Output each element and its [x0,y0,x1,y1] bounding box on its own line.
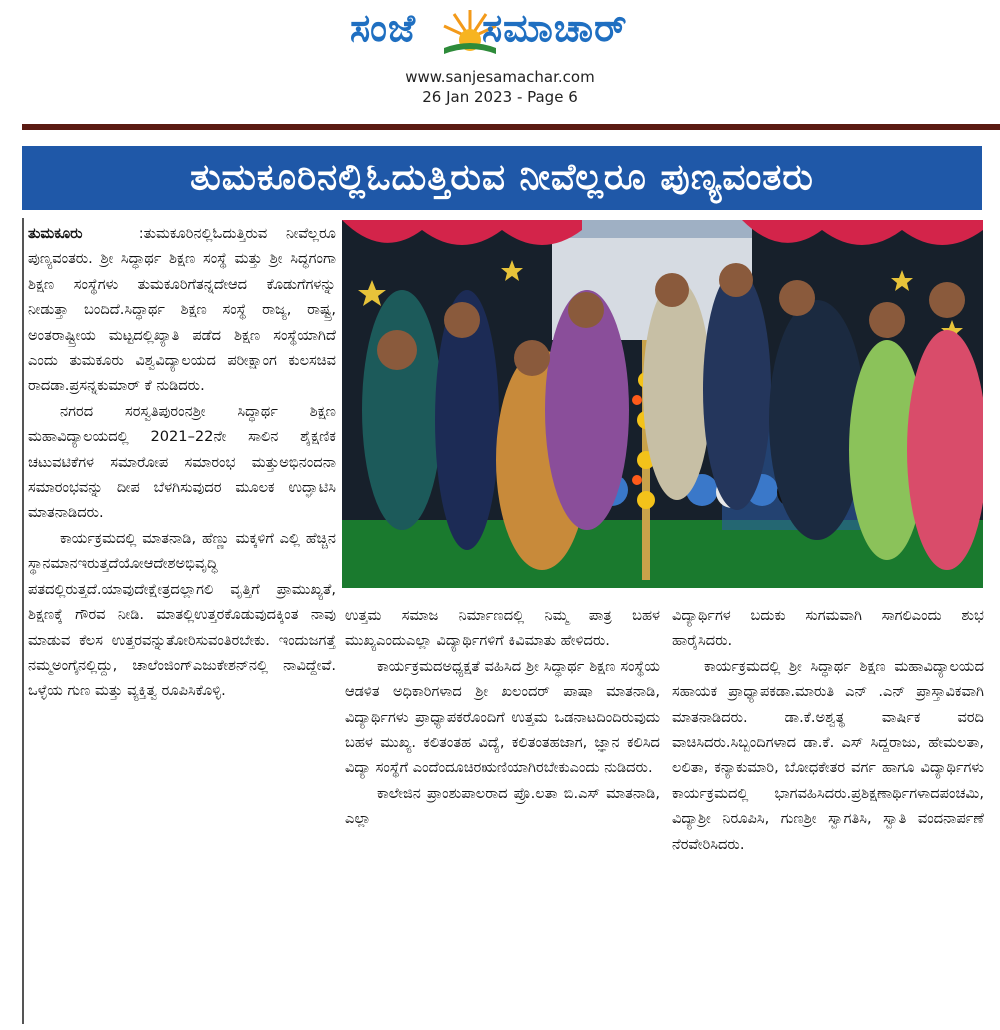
paragraph-text: :ತುಮಕೂರಿನಲ್ಲಿಓದುತ್ತಿರುವ ನೀವೆಲ್ಲರೂ ಪುಣ್ಯವಂತರು. ಶ್ರೀ ಸಿದ್ಧಾರ್ಥ ಶಿಕ್ಷಣ ಸಂಸ್ಥೆ ಮತ್ತು ಶ್ರೀ ಸಿದ್ಧಗಂಗಾ ಶಿಕ್ಷಣ ಸಂಸ್ಥೆಗಳು ತುಮಕೂರಿಗೆತನ್ನದೇಆದ ಕೊಡುಗೆಗಳನ್ನು ನೀಡುತ್ತಾ ಬಂದಿದೆ.ಸಿದ್ಧಾರ್ಥ ಶಿಕ್ಷಣ ಸಂಸ್ಥೆ ರಾಜ್ಯ, ರಾಷ್ಟ್ರ, ಅಂತರಾಷ್ಟ್ರೀಯ ಮಟ್ಟದಲ್ಲಿಖ್ಯಾತಿ ಪಡೆದ ಶಿಕ್ಷಣ ಸಂಸ್ಥೆಯಾಗಿದೆ ಎಂದು ತುಮಕೂರು ವಿಶ್ವವಿದ್ಯಾಲಯದ ಪರೀಕ್ಷಾಂಗ ಕುಲಸಚಿವ ರಾದಡಾ.ಪ್ರಸನ್ನಕುಮಾರ್ ಕೆ ನುಡಿದರು. [28,225,336,395]
article-paragraph: ಕಾರ್ಯಕ್ರಮದಅಧ್ಯಕ್ಷತೆ ವಹಿಸಿದ ಶ್ರೀ ಸಿದ್ಧಾರ್ಥ ಶಿಕ್ಷಣ ಸಂಸ್ಥೆಯ ಆಡಳಿತ ಅಧಿಕಾರಿಗಳಾದ ಶ್ರೀ ಖಲಂದರ್ ಪಾಷಾ ಮಾತನಾಡಿ, ವಿದ್ಯಾರ್ಥಿಗಳು ಪ್ರಾಧ್ಯಾಪಕರೊಂದಿಗೆ ಉತ್ತಮ ಒಡನಾಟದಿಂದಿರುವುದು ಬಹಳ ಮುಖ್ಯ. ಕಲಿತಂತಹ ವಿದ್ಯೆ, ಕಲಿತಂತಹಜಾಗ, ಜ್ಞಾನ ಕಲಿಸಿದ ವಿದ್ಯಾ ಸಂಸ್ಥೆಗೆ ಎಂದೆಂದೂಚಿರಋಣಿಯಾಗಿರಬೇಕುಎಂದು ನುಡಿದರು. [345,657,660,777]
article-left-border [22,218,24,1024]
article-headline: ತುಮಕೂರಿನಲ್ಲಿಓದುತ್ತಿರುವ ನೀವೆಲ್ಲರೂ ಪುಣ್ಯವಂತರು [22,146,982,210]
event-photo [342,220,983,588]
article-paragraph: ಕಾರ್ಯಕ್ರಮದಲ್ಲಿ ಮಾತನಾಡಿ, ಹೆಣ್ಣು ಮಕ್ಕಳಿಗೆ ಎಲ್ಲಿ ಹೆಚ್ಚಿನ ಸ್ಥಾನಮಾನಇರುತ್ತದೆಯೋಆದೇಶಅಭಿವೃದ್ಧಿ ಪತದಲ್ಲಿರುತ್ತದೆ.ಯಾವುದೇಕ್ಷೇತ್ರದಲ್ಲಾಗಲಿ ವೃತ್ತಿಗೆ ಪ್ರಾಮುಖ್ಯತೆ, ಶಿಕ್ಷಣಕ್ಕೆ ಗೌರವ ನೀಡಿ. ಮಾತಲ್ಲಿಉತ್ತರಕೊಡುವುದಕ್ಕಿಂತ ನಾವು ಮಾಡುವ ಕೆಲಸ ಉತ್ತರವನ್ನುತೋರಿಸುವಂತಿರಬೇಕು. ಇಂದುಜಗತ್ತೆ ನಮ್ಮಅಂಗೈನಲ್ಲಿದ್ದು, ಚಾಲೆಂಜಿಂಗ್ಎಜುಕೇಶನ್‌ನಲ್ಲಿ ನಾವಿದ್ದೇವೆ. ಒಳ್ಳೆಯ ಗುಣ ಮತ್ತು ವ್ಯಕ್ತಿತ್ವ ರೂಪಿಸಿಕೊಳ್ಳಿ. [28,529,336,700]
article-dateline: ತುಮಕೂರು [28,225,83,242]
article-paragraph: ಕಾರ್ಯಕ್ರಮದಲ್ಲಿ ಶ್ರೀ ಸಿದ್ಧಾರ್ಥ ಶಿಕ್ಷಣ ಮಹಾವಿದ್ಯಾಲಯದ ಸಹಾಯಕ ಪ್ರಾಧ್ಯಾಪಕಡಾ.ಮಾರುತಿ ಎನ್ .ಎನ್ ಪ್ರಾಸ್ತಾವಿಕವಾಗಿ ಮಾತನಾಡಿದರು. ಡಾ.ಕೆ.ಅಶ್ವತ್ಥ ವಾರ್ಷಿಕ ವರದಿ ವಾಚಿಸಿದರು.ಸಿಬ್ಬಂದಿಗಳಾದ ಡಾ.ಕೆ. ಎಸ್ ಸಿದ್ದರಾಜು, ಹೇಮಲತಾ, ಲಲಿತಾ, ಕನ್ಯಾಕುಮಾರಿ, ಬೋಧಕೇತರ ವರ್ಗ ಹಾಗೂ ವಿದ್ಯಾರ್ಥಿಗಳು ಕಾರ್ಯಕ್ರಮದಲ್ಲಿ ಭಾಗವಹಿಸಿದರು.ಪ್ರಶಿಕ್ಷಣಾರ್ಥಿಗಳಾದಪಂಚಮಿ, ವಿದ್ಯಾಶ್ರೀ ನಿರೂಪಿಸಿ, ಗುಣಶ್ರೀ ಸ್ವಾಗತಿಸಿ, ಸ್ವಾತಿ ವಂದನಾರ್ಪಣೆ ನೆರವೇರಿಸಿದರು. [672,657,984,853]
article-paragraph: ವಿದ್ಯಾರ್ಥಿಗಳ ಬದುಕು ಸುಗಮವಾಗಿ ಸಾಗಲಿಎಂದು ಶುಭ ಹಾರೈಸಿದರು. [672,607,984,650]
article-paragraph: ಕಾಲೇಜಿನ ಪ್ರಾಂಶುಪಾಲರಾದ ಪ್ರೊ.ಲತಾ ಬಿ.ಎಸ್ ಮಾತನಾಡಿ, ಎಲ್ಲಾ [345,784,660,828]
article-column-1 [28,221,336,704]
lamp-lighting-photo-illustration [342,220,983,588]
article-paragraph: ಉತ್ತಮ ಸಮಾಜ ನಿರ್ಮಾಣದಲ್ಲಿ ನಿಮ್ಮ ಪಾತ್ರ ಬಹಳ ಮುಖ್ಯಎಂದುಎಲ್ಲಾ ವಿದ್ಯಾರ್ಥಿಗಳಿಗೆ ಕಿವಿಮಾತು ಹೇಳಿದರು. [345,607,660,650]
logo-text-left: ಸಂಜೆ [350,6,417,50]
masthead [0,0,1000,120]
header-divider [22,124,1000,130]
article-paragraph [28,221,336,399]
newspaper-logo[interactable] [340,2,660,64]
article-column-2 [345,603,660,832]
publication-date-page: 26 Jan 2023 - Page 6 [422,88,578,106]
article-column-3 [672,603,984,857]
article-paragraph: ನಗರದ ಸರಸ್ವತಿಪುರಂನಶ್ರೀ ಸಿದ್ಧಾರ್ಥ ಶಿಕ್ಷಣ ಮಹಾವಿದ್ಯಾಲಯದಲ್ಲಿ 2021–22ನೇ ಸಾಲಿನ ಶೈಕ್ಷಣಿಕ ಚಟುವಟಿಕೆಗಳ ಸಮಾರೋಪ ಸಮಾರಂಭ ಮತ್ತುಅಭಿನಂದನಾ ಸಮಾರಂಭವನ್ನು ದೀಪ ಬೆಳಗಿಸುವುದರ ಮೂಲಕ ಉದ್ಘಾಟಿಸಿ ಮಾತನಾಡಿದರು. [28,402,336,522]
website-url[interactable]: www.sanjesamachar.com [405,68,595,86]
logo-text-right: ಸಮಾಚಾರ್ [482,6,628,50]
